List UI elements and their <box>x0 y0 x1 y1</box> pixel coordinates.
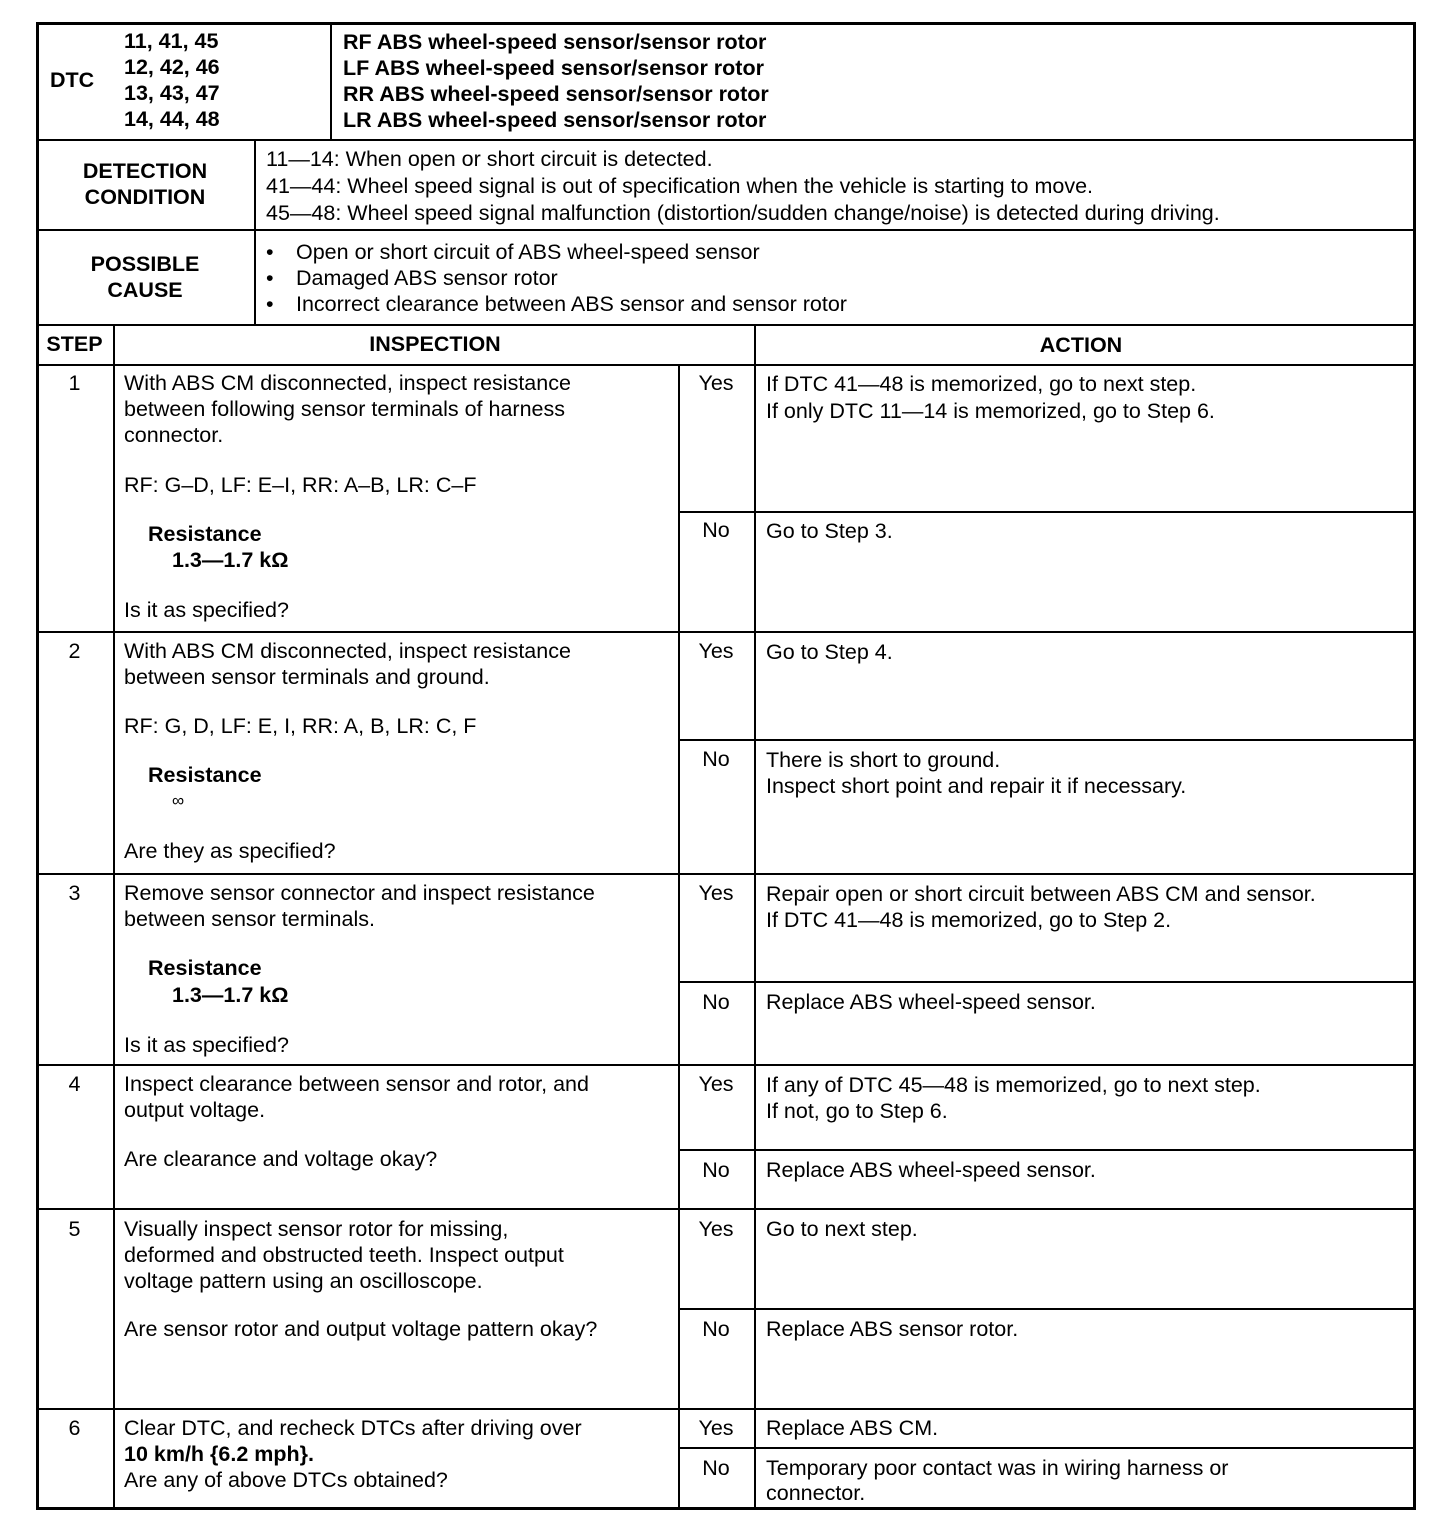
action-yes: If only DTC 11—14 is memorized, go to Step 6. <box>766 399 1215 423</box>
step-inspection-text: With ABS CM disconnected, inspect resistance <box>124 371 571 395</box>
dtc-description: RF ABS wheel-speed sensor/sensor rotor <box>343 30 767 54</box>
step-inspection-text: Inspect clearance between sensor and rotor, and <box>124 1072 589 1096</box>
dtc-description: RR ABS wheel-speed sensor/sensor rotor <box>343 82 769 106</box>
step-inspection-text: between sensor terminals and ground. <box>124 665 490 689</box>
no-label: No <box>702 1158 730 1182</box>
step-inspection-text: With ABS CM disconnected, inspect resistance <box>124 639 571 663</box>
action-no: Replace ABS wheel-speed sensor. <box>766 990 1096 1014</box>
action-yes: Go to Step 4. <box>766 640 893 664</box>
divider <box>330 22 332 140</box>
bullet-icon: • <box>266 240 274 264</box>
no-label: No <box>702 1456 730 1480</box>
divider <box>678 1149 1416 1151</box>
dtc-code: 13, 43, 47 <box>124 81 220 105</box>
bullet-icon: • <box>266 266 274 290</box>
column-header-inspection: INSPECTION <box>369 332 501 356</box>
column-header-step: STEP <box>46 332 103 356</box>
step-inspection-text: deformed and obstructed teeth. Inspect output <box>124 1243 564 1267</box>
possible-cause-item: Open or short circuit of ABS wheel-speed sensor <box>296 240 760 264</box>
step-inspection-text: connector. <box>124 423 224 447</box>
action-yes: Replace ABS CM. <box>766 1416 939 1440</box>
action-yes: Go to next step. <box>766 1217 918 1241</box>
divider <box>36 364 1416 366</box>
action-yes: If any of DTC 45—48 is memorized, go to next step. <box>766 1073 1261 1097</box>
step-question: Are sensor rotor and output voltage pattern okay? <box>124 1317 598 1341</box>
action-no: Go to Step 3. <box>766 519 893 543</box>
step-number: 3 <box>68 881 81 905</box>
divider <box>678 1447 1416 1449</box>
step-question: Are clearance and voltage okay? <box>124 1147 438 1171</box>
dtc-code: 11, 41, 45 <box>124 29 219 53</box>
divider <box>754 324 756 1510</box>
step-number: 5 <box>68 1217 81 1241</box>
step-terminals: RF: G–D, LF: E–I, RR: A–B, LR: C–F <box>124 473 477 497</box>
no-label: No <box>702 747 730 771</box>
yes-label: Yes <box>698 881 734 905</box>
yes-label: Yes <box>698 371 734 395</box>
divider <box>36 873 1416 875</box>
action-yes: Repair open or short circuit between ABS CM and sensor. <box>766 882 1316 906</box>
action-no: connector. <box>766 1481 866 1505</box>
step-number: 1 <box>68 371 81 395</box>
dtc-description: LR ABS wheel-speed sensor/sensor rotor <box>343 108 767 132</box>
possible-cause-item: Incorrect clearance between ABS sensor and sensor rotor <box>296 292 847 316</box>
step-number: 2 <box>68 639 81 663</box>
possible-cause-item: Damaged ABS sensor rotor <box>296 266 558 290</box>
detection-condition-line: 11—14: When open or short circuit is detected. <box>266 147 713 171</box>
step-inspection-text: Remove sensor connector and inspect resistance <box>124 881 595 905</box>
divider <box>36 631 1416 633</box>
spec-value: 1.3—1.7 kΩ <box>172 548 289 572</box>
divider <box>36 1208 1416 1210</box>
action-yes: If not, go to Step 6. <box>766 1099 948 1123</box>
step-question: Is it as specified? <box>124 598 289 622</box>
spec-value: 1.3—1.7 kΩ <box>172 983 289 1007</box>
bullet-icon: • <box>266 292 274 316</box>
action-yes: If DTC 41—48 is memorized, go to Step 2. <box>766 908 1172 932</box>
spec-label: Resistance <box>148 763 262 787</box>
detection-condition-label: DETECTION <box>82 159 208 183</box>
divider <box>678 1308 1416 1310</box>
divider <box>36 229 1416 231</box>
possible-cause-label: CAUSE <box>107 278 183 302</box>
yes-label: Yes <box>698 1072 734 1096</box>
detection-condition-line: 41—44: Wheel speed signal is out of specification when the vehicle is starting to move. <box>266 174 1094 198</box>
step-inspection-text: voltage pattern using an oscilloscope. <box>124 1269 483 1293</box>
detection-condition-line: 45—48: Wheel speed signal malfunction (distortion/sudden change/noise) is detected during driving. <box>266 201 1220 225</box>
no-label: No <box>702 1317 730 1341</box>
divider <box>36 324 1416 326</box>
step-question: Are any of above DTCs obtained? <box>124 1468 448 1492</box>
step-terminals: RF: G, D, LF: E, I, RR: A, B, LR: C, F <box>124 714 477 738</box>
divider <box>678 739 1416 741</box>
no-label: No <box>702 518 730 542</box>
action-no: Temporary poor contact was in wiring harness or <box>766 1456 1229 1480</box>
divider <box>36 1408 1416 1410</box>
step-inspection-text: Clear DTC, and recheck DTCs after driving over <box>124 1416 582 1440</box>
divider <box>678 511 1416 513</box>
step-inspection-text: between sensor terminals. <box>124 907 375 931</box>
action-yes: If DTC 41—48 is memorized, go to next step. <box>766 372 1197 396</box>
possible-cause-label: POSSIBLE <box>90 252 200 276</box>
dtc-description: LF ABS wheel-speed sensor/sensor rotor <box>343 56 764 80</box>
step-inspection-text: 10 km/h {6.2 mph}. <box>124 1442 314 1466</box>
step-inspection-text: output voltage. <box>124 1098 266 1122</box>
step-number: 4 <box>68 1072 81 1096</box>
detection-condition-label: CONDITION <box>84 185 206 209</box>
step-inspection-text: Visually inspect sensor rotor for missing, <box>124 1217 509 1241</box>
no-label: No <box>702 990 730 1014</box>
column-header-action: ACTION <box>1039 333 1123 357</box>
spec-label: Resistance <box>148 956 262 980</box>
divider <box>36 139 1416 141</box>
step-inspection-text: between following sensor terminals of harness <box>124 397 565 421</box>
divider <box>254 139 256 325</box>
divider <box>678 981 1416 983</box>
divider <box>113 324 115 1510</box>
yes-label: Yes <box>698 639 734 663</box>
step-question: Is it as specified? <box>124 1033 289 1057</box>
spec-value: ∞ <box>172 791 185 810</box>
spec-label: Resistance <box>148 522 262 546</box>
yes-label: Yes <box>698 1217 734 1241</box>
action-no: Inspect short point and repair it if necessary. <box>766 774 1187 798</box>
action-no: There is short to ground. <box>766 748 1001 772</box>
action-no: Replace ABS wheel-speed sensor. <box>766 1158 1096 1182</box>
dtc-code: 12, 42, 46 <box>124 55 220 79</box>
step-question: Are they as specified? <box>124 839 336 863</box>
action-no: Replace ABS sensor rotor. <box>766 1317 1019 1341</box>
dtc-label: DTC <box>50 68 95 92</box>
step-number: 6 <box>68 1416 81 1440</box>
dtc-code: 14, 44, 48 <box>124 107 220 131</box>
yes-label: Yes <box>698 1416 734 1440</box>
divider <box>36 1064 1416 1066</box>
